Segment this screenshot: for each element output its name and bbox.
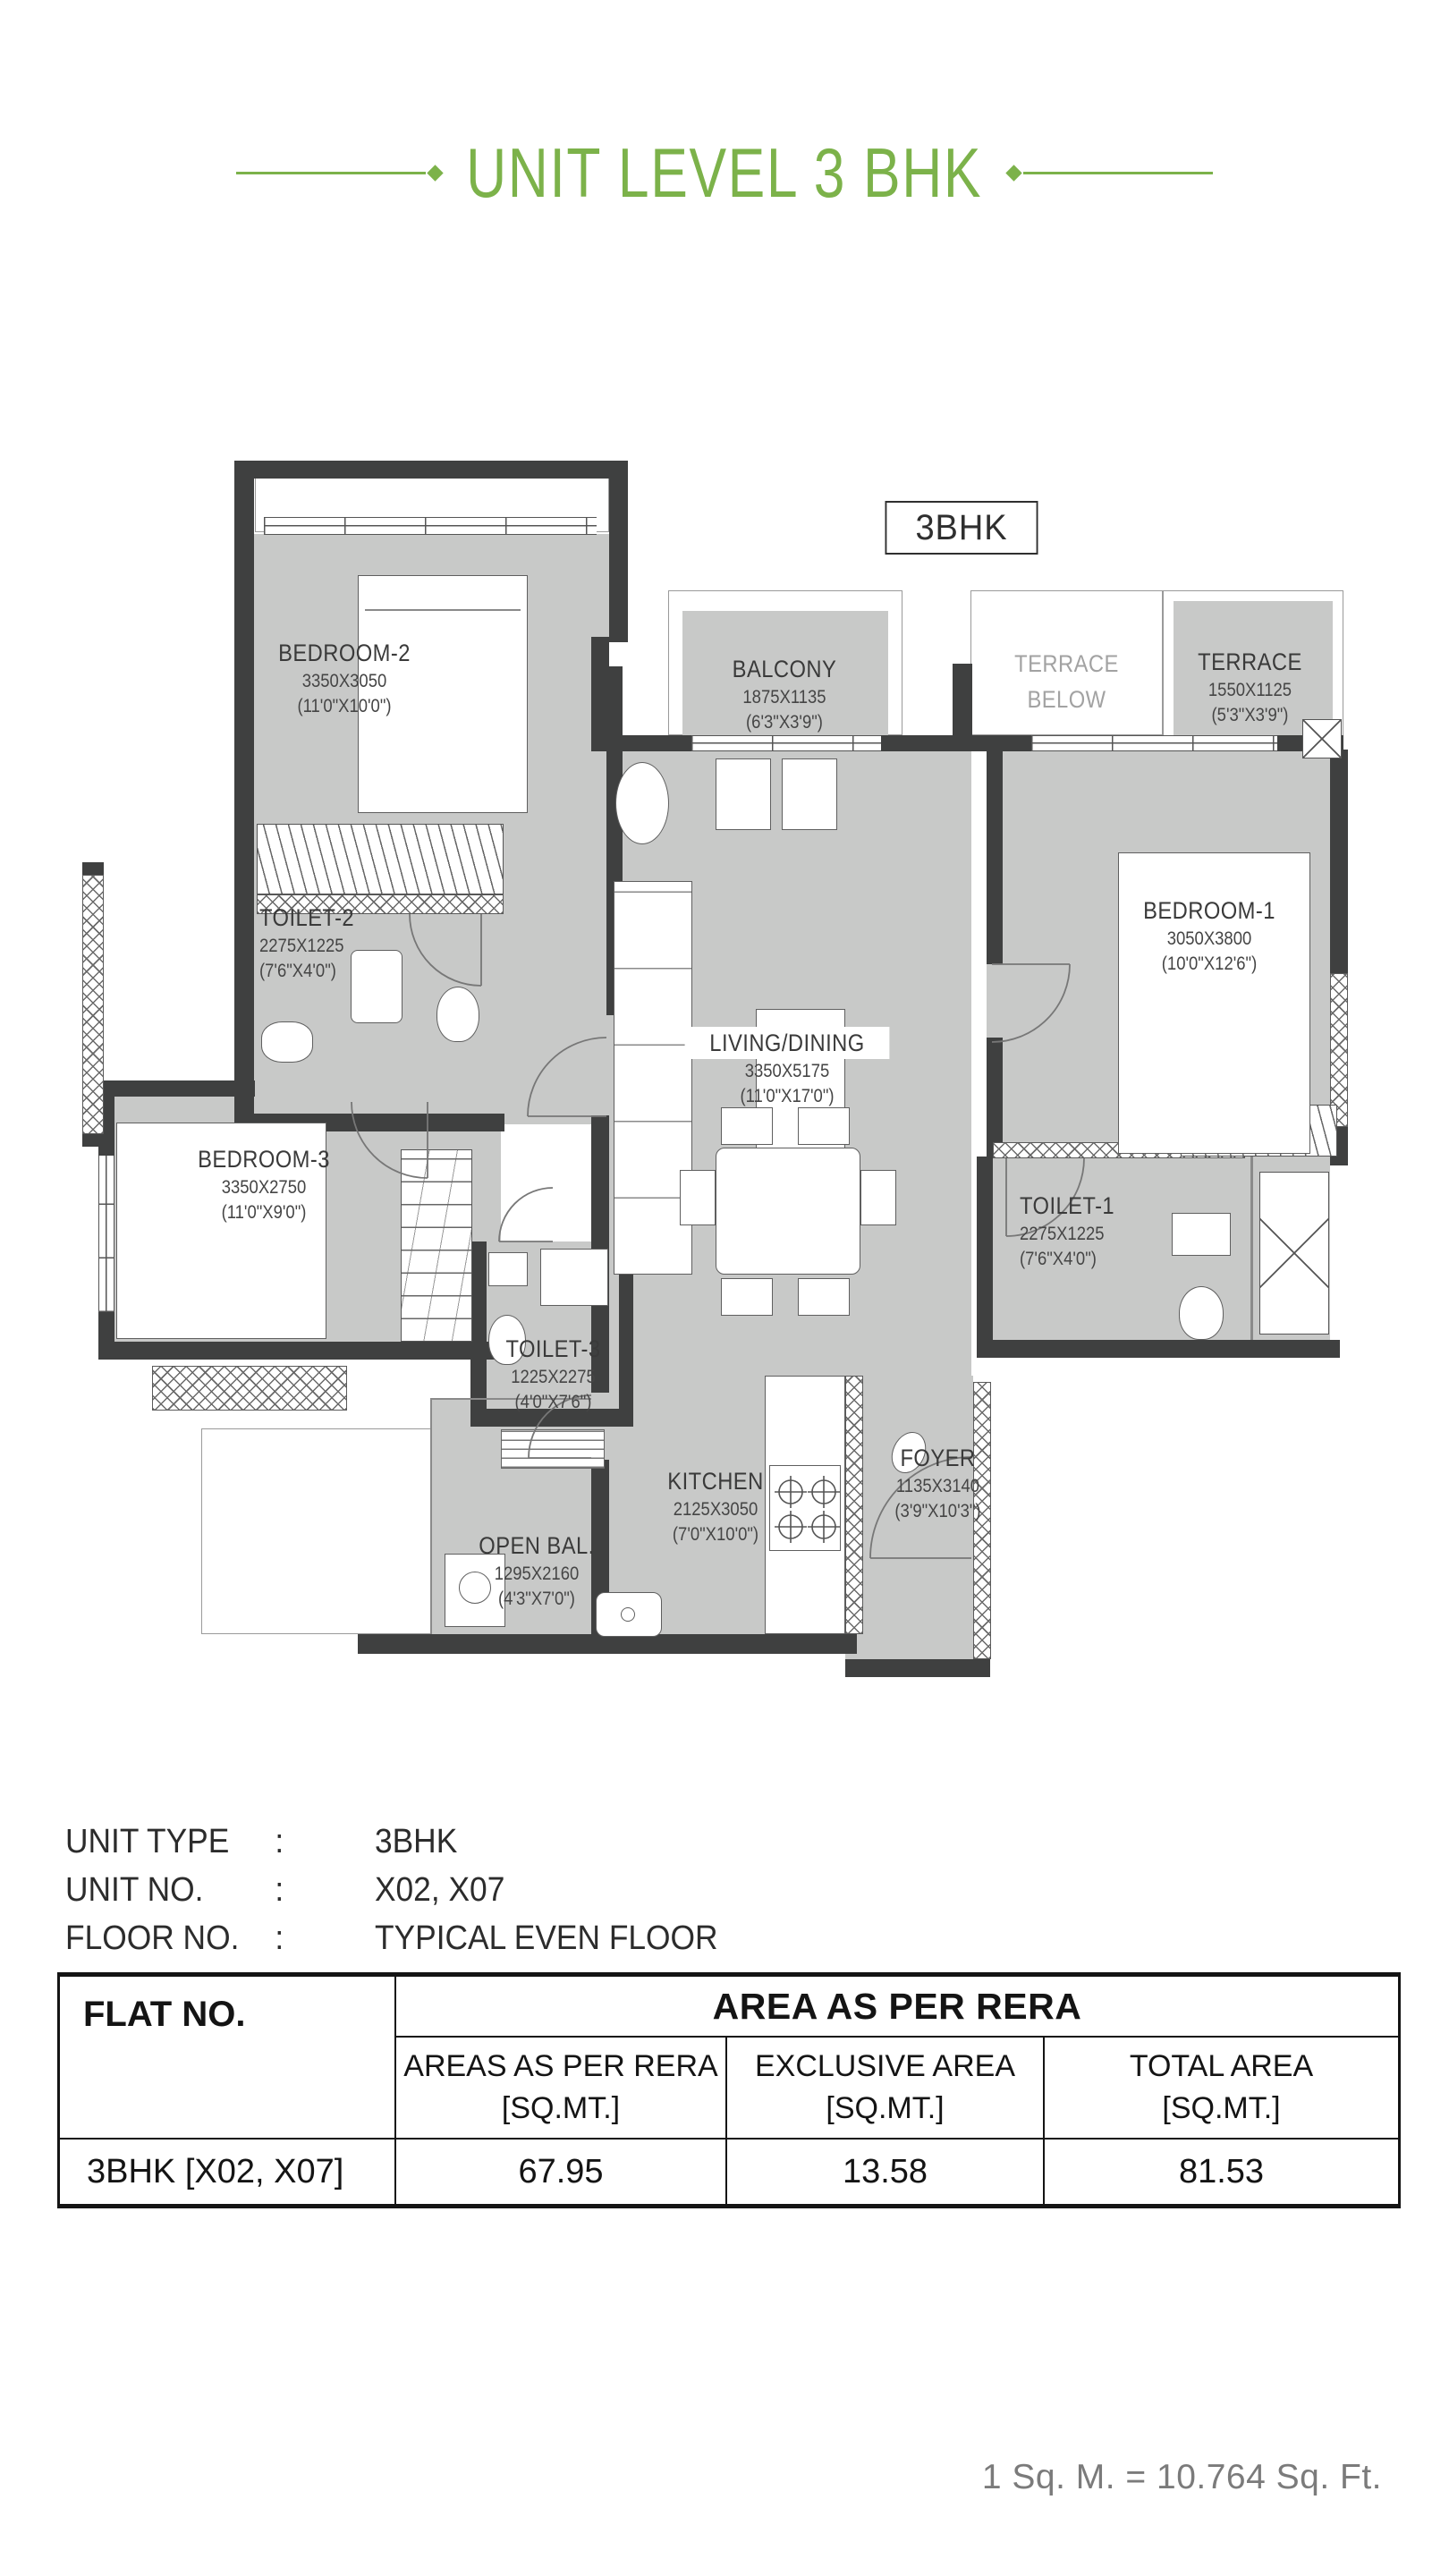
cell-total-area: 81.53: [1178, 2152, 1265, 2190]
room-dim-ft: (5'3"X3'9"): [1211, 705, 1289, 725]
room-dim-mm: 3050X3800: [1166, 928, 1252, 949]
room-name: BEDROOM-1: [1143, 897, 1275, 924]
dining-chair: [798, 1278, 850, 1316]
room-dim-ft: (4'3"X7'0"): [498, 1589, 575, 1609]
dining-chair: [798, 1107, 850, 1145]
wall: [987, 1038, 1003, 1158]
room-label-terrace-below: [986, 646, 1147, 717]
wall: [98, 1342, 506, 1360]
room-label-terrace: [1169, 646, 1330, 728]
unit-info: [65, 1818, 718, 1962]
room-dim-ft: (11'0"X10'0"): [297, 696, 392, 716]
col-title: EXCLUSIVE AREA: [754, 2049, 1015, 2083]
unit-info-row: [65, 1866, 718, 1914]
window: [1031, 735, 1277, 751]
table-row: [60, 2138, 1398, 2204]
unit-info-label: UNIT NO.: [65, 1870, 204, 1909]
room-dim-mm: 3350X3050: [301, 671, 387, 691]
sink-drain: [621, 1607, 635, 1622]
wall: [987, 750, 1003, 964]
window: [691, 735, 881, 751]
open-balcony-edge: [430, 1398, 432, 1634]
col-unit: [SQ.MT.]: [1162, 2091, 1281, 2125]
bed-pillow-line: [365, 609, 521, 611]
unit-info-row: [65, 1914, 718, 1962]
unit-info-value: 3BHK: [374, 1822, 458, 1860]
room-dim-mm: 1135X3140: [895, 1476, 980, 1496]
room-dim-ft: (4'0"X7'6"): [514, 1392, 592, 1412]
room-dim-mm: 1225X2275: [511, 1367, 596, 1387]
col-title: TOTAL AREA: [1129, 2049, 1314, 2083]
room-name: BEDROOM-3: [198, 1146, 330, 1173]
window: [264, 517, 597, 535]
dining-chair: [860, 1170, 896, 1225]
room-dim-ft: (7'6"X4'0"): [259, 961, 336, 981]
room-dim-mm: 2275X1225: [259, 936, 344, 956]
table-subheader: [1045, 2038, 1398, 2138]
wall: [845, 1659, 990, 1677]
room-name: TOILET-1: [1020, 1192, 1115, 1219]
room-label-toilet3: [488, 1333, 618, 1415]
room-label-foyer: [873, 1442, 1003, 1524]
wall-hatch: [845, 1376, 863, 1634]
room-label-bedroom3: [177, 1143, 351, 1225]
unit-info-label: FLOOR NO.: [65, 1919, 240, 1957]
basin-toilet3: [488, 1252, 528, 1286]
room-name: KITCHEN: [667, 1468, 764, 1495]
wall: [82, 1134, 104, 1147]
dining-chair: [680, 1170, 716, 1225]
area-table: [57, 1972, 1401, 2208]
dining-chair: [721, 1278, 773, 1316]
room-dim-ft: (3'9"X10'3"): [894, 1501, 981, 1521]
shower-toilet3: [540, 1249, 608, 1306]
room-name: TERRACE: [1014, 650, 1119, 677]
wall: [609, 461, 628, 642]
planter: [615, 762, 669, 844]
room-label-living-dining: [685, 1027, 890, 1109]
room-name: FOYER: [900, 1445, 976, 1471]
steps: [501, 1429, 605, 1469]
table-subheader: [396, 2038, 727, 2138]
room-name: BALCONY: [732, 656, 837, 682]
room-dim-ft: (11'0"X9'0"): [221, 1202, 307, 1223]
armchair: [782, 758, 837, 830]
room-dim-mm: 2275X1225: [1020, 1224, 1105, 1244]
wall: [234, 461, 254, 1133]
room-name: BELOW: [1027, 686, 1106, 713]
room-dim-mm: 1550X1125: [1208, 680, 1292, 700]
unit-info-value: TYPICAL EVEN FLOOR: [374, 1919, 718, 1957]
room-label-toilet2: [259, 902, 433, 984]
room-dim-mm: 1875X1135: [742, 687, 826, 708]
col-title: AREAS AS PER RERA: [403, 2049, 718, 2083]
void-outline: [201, 1428, 432, 1634]
room-dim-ft: (7'0"X10'0"): [672, 1524, 759, 1545]
wall: [98, 1080, 255, 1097]
wall: [82, 862, 104, 875]
room-dim-ft: (10'0"X12'6"): [1161, 953, 1258, 974]
conversion-note: 1 Sq. M. = 10.764 Sq. Ft.: [981, 2458, 1382, 2496]
room-dim-ft: (7'6"X4'0"): [1020, 1249, 1097, 1269]
wardrobe-bedroom2: [257, 824, 504, 894]
col-unit: [SQ.MT.]: [501, 2091, 621, 2125]
armchair: [716, 758, 771, 830]
room-dim-mm: 1295X2160: [494, 1563, 580, 1584]
room-label-balcony: [698, 653, 871, 735]
partition-line: [1250, 1157, 1253, 1340]
duct-shaft: [82, 875, 104, 1134]
unit-info-value: X02, X07: [374, 1870, 505, 1909]
cell-rera-area: 67.95: [396, 2140, 727, 2204]
room-name: BEDROOM-2: [278, 640, 411, 666]
room-dim-mm: 3350X2750: [221, 1177, 307, 1198]
room-label-kitchen: [637, 1465, 794, 1547]
wall: [977, 1157, 993, 1342]
basin-toilet2: [261, 1021, 313, 1063]
unit-info-label: UNIT TYPE: [65, 1822, 230, 1860]
wardrobe-bedroom3: [401, 1149, 472, 1342]
unit-info-row: [65, 1818, 718, 1866]
room-name: TOILET-2: [259, 904, 355, 931]
room-dim-ft: (6'3"X3'9"): [746, 712, 823, 733]
unit-info-colon: :: [275, 1919, 284, 1957]
room-dim-mm: 2125X3050: [673, 1499, 758, 1520]
table-header-area: AREA AS PER RERA: [396, 1977, 1398, 2038]
col-unit: [SQ.MT.]: [826, 2091, 945, 2125]
room-label-open-balcony: [470, 1530, 604, 1612]
wc-toilet1: [1179, 1286, 1224, 1340]
cell-flat-no: 3BHK [X02, X07]: [60, 2140, 396, 2204]
unit-info-colon: :: [275, 1870, 284, 1909]
window: [98, 1156, 114, 1312]
room-dim-ft: (11'0"X17'0"): [740, 1086, 835, 1106]
table-subheader: [727, 2038, 1045, 2138]
room-label-bedroom1: [1107, 894, 1312, 977]
room-name: TERRACE: [1198, 648, 1302, 675]
wall: [234, 461, 628, 479]
page-title: UNIT LEVEL 3 BHK: [466, 133, 983, 212]
wall: [977, 1340, 1340, 1358]
room-label-bedroom2: [234, 637, 454, 719]
cell-exclusive-area: 13.58: [727, 2140, 1045, 2204]
unit-info-colon: :: [275, 1822, 284, 1860]
wc-toilet2: [436, 987, 479, 1042]
shower-toilet1: [1259, 1172, 1329, 1335]
dining-chair: [721, 1107, 773, 1145]
room-name: OPEN BAL.: [479, 1532, 595, 1559]
plan-type-tag: 3BHK: [886, 501, 1038, 555]
room-label-toilet1: [1020, 1190, 1185, 1272]
table-header-flat-no: FLAT NO.: [60, 1977, 396, 2138]
room-name: TOILET-3: [505, 1335, 601, 1362]
dining-table: [716, 1148, 860, 1275]
wall: [358, 1634, 857, 1654]
room-name: LIVING/DINING: [685, 1027, 890, 1059]
room-dim-mm: 3350X5175: [744, 1061, 830, 1081]
chajja-hatch: [152, 1366, 347, 1411]
